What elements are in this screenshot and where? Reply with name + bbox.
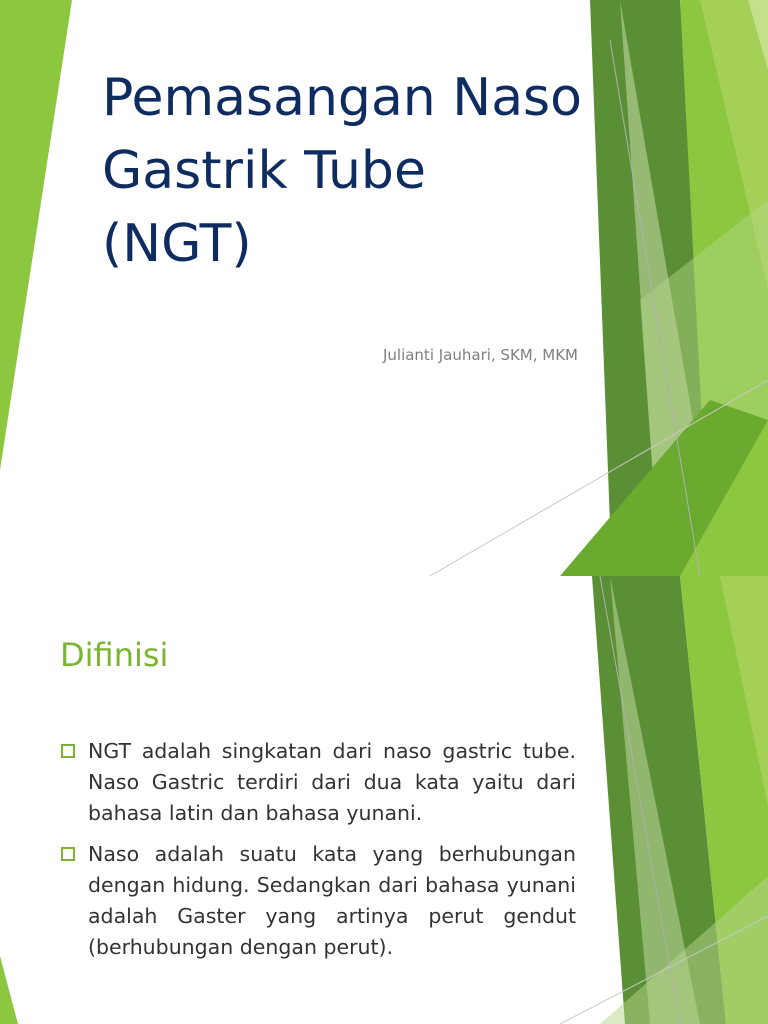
presentation-title: Pemasangan Naso Gastrik Tube (NGT) — [102, 68, 582, 274]
slide-heading: Difinisi — [60, 636, 169, 674]
list-item — [60, 839, 576, 963]
author-subtitle: Julianti Jauhari, SKM, MKM — [382, 346, 578, 364]
definition-slide — [0, 576, 768, 1024]
bullet-text: NGT adalah singkatan dari naso gastric tube. Naso Gastric terdiri dari dua kata yaitu dari bahasa latin dan bahasa yunani. — [88, 739, 576, 825]
list-item — [60, 736, 576, 829]
hollow-square-bullet-icon — [61, 847, 75, 861]
definition-bullet-list — [60, 736, 576, 973]
hollow-square-bullet-icon — [61, 744, 75, 758]
bullet-text: Naso adalah suatu kata yang berhubungan dengan hidung. Sedangkan dari bahasa yunani adalah Gaster yang artinya perut gendut (berhubungan dengan perut). — [88, 842, 576, 959]
